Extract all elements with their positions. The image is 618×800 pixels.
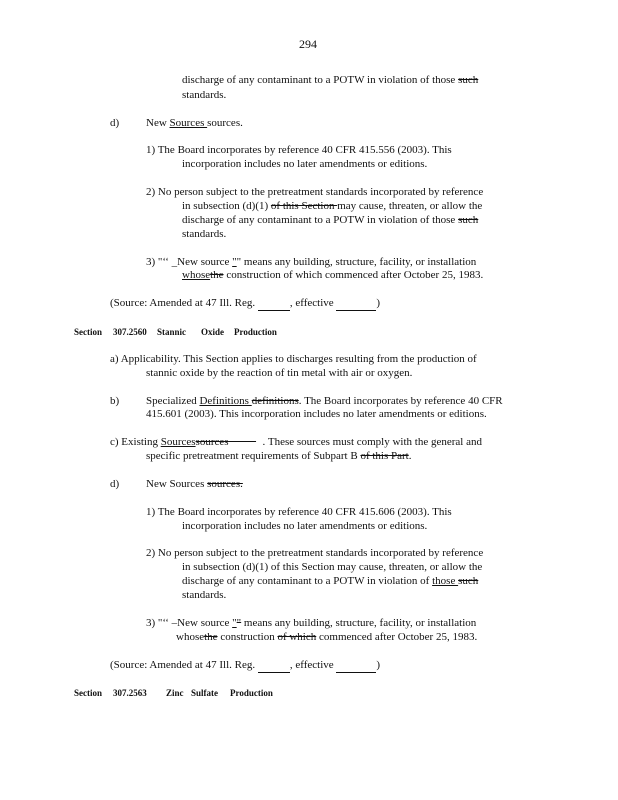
section-heading-title-word: Oxide (201, 327, 225, 337)
text: , effective (289, 659, 337, 671)
continuation-line-1 (182, 73, 478, 87)
struck-text: of this Part (360, 450, 409, 462)
continuation-line-2: standards. (182, 89, 227, 101)
struck-text: sources (195, 436, 229, 448)
text: c) Existing (110, 436, 161, 448)
d2-paragraph-1-line-1: 1) The Board incorporates by reference 40 CFR 415.606 (2003). This (146, 506, 452, 518)
text: (Source: Amended at 47 Ill. Reg. (110, 659, 258, 671)
section-heading-number: 307.2560 (113, 327, 147, 337)
text: construction (217, 631, 278, 643)
source-note-1 (110, 296, 380, 311)
blank-register-number (258, 658, 290, 673)
inserted-text: " (232, 256, 237, 268)
struck-text: such (458, 575, 479, 587)
d2-paragraph-2-line-3 (182, 574, 478, 588)
subsection-a-line-1: a) Applicability. This Section applies to discharges resulting from the production of (110, 353, 477, 365)
subsection-b-label: b) (110, 395, 120, 407)
section-heading-label: Section (74, 688, 102, 698)
d1-paragraph-2-line-4: standards. (182, 228, 227, 240)
struck-blank (229, 435, 263, 449)
subsection-a-line-2: stannic oxide by the reaction of tin metal with air or oxygen. (146, 367, 413, 379)
struck-text: the (204, 631, 218, 643)
section-heading-title-word: Zinc (166, 688, 184, 698)
d2-paragraph-2-line-1: 2) No person subject to the pretreatment standards incorporated by reference (146, 547, 484, 559)
section-heading-title-word: Stannic (157, 327, 187, 337)
text: sources. (207, 117, 243, 129)
struck-text: of this Section (270, 200, 338, 212)
text: discharge of any contaminant to a POTW in violation of those (182, 74, 459, 86)
subsection-c-line-2 (146, 449, 411, 463)
inserted-text: those (432, 575, 459, 587)
d2-paragraph-3-line-2 (176, 630, 477, 644)
text: . (408, 450, 412, 462)
d1-paragraph-3-line-1 (146, 255, 476, 269)
section-heading-title-word: Production (230, 688, 273, 698)
inserted-text: " (232, 617, 237, 629)
page-number: 294 (299, 37, 317, 51)
inserted-text: Sources (160, 436, 196, 448)
section-heading-number: 307.2563 (113, 688, 147, 698)
text: commenced after October 25, 1983. (316, 631, 478, 643)
subsection-c-line-1 (110, 435, 482, 449)
text: construction of which commenced after October 25, 1983. (223, 269, 484, 281)
text: _New source (171, 256, 233, 268)
blank-effective-date (336, 658, 376, 673)
d2-paragraph-1-line-2: incorporation includes no later amendments or editions. (182, 520, 428, 532)
section-heading-label: Section (74, 327, 102, 337)
text: New Sources (146, 478, 208, 490)
d2-paragraph-2-line-4: standards. (182, 589, 227, 601)
struck-text: such (458, 74, 479, 86)
text: means any building, structure, facility, or installation (241, 617, 477, 629)
text: may cause, threaten, or allow the (337, 200, 483, 212)
struck-text: " (236, 617, 242, 629)
blank-register-number (258, 296, 290, 311)
struck-text: definitions (251, 395, 299, 407)
text: whose (176, 631, 205, 643)
struck-text: such (458, 214, 479, 226)
text: New (146, 117, 170, 129)
subsection-d2-heading (146, 477, 243, 491)
d1-paragraph-1-line-2: incorporation includes no later amendments or editions. (182, 158, 428, 170)
text: –New source (171, 617, 233, 629)
text: specific pretreatment requirements of Subpart B (146, 450, 361, 462)
text: discharge of any contaminant to a POTW in violation of (182, 575, 433, 587)
source-note-2 (110, 658, 380, 673)
blank-effective-date (336, 296, 376, 311)
text: discharge of any contaminant to a POTW in violation of those (182, 214, 459, 226)
d1-paragraph-1-line-1: 1) The Board incorporates by reference 40 CFR 415.556 (2003). This (146, 144, 452, 156)
struck-text: the (210, 269, 224, 281)
d1-paragraph-2-line-3 (182, 213, 478, 227)
subsection-b-line-1 (146, 394, 503, 408)
d1-paragraph-2-line-1: 2) No person subject to the pretreatment standards incorporated by reference (146, 186, 484, 198)
text: 3) "‘‘ (146, 617, 172, 629)
d1-paragraph-3-line-2 (182, 268, 483, 282)
text: in subsection (d)(1) (182, 200, 271, 212)
struck-text: sources. (207, 478, 243, 490)
inserted-text: whose (182, 269, 211, 281)
text: . The Board incorporates by reference 40 CFR (298, 395, 503, 407)
text: 3) "‘‘ (146, 256, 172, 268)
inserted-text: Definitions (199, 395, 252, 407)
text: ) (376, 297, 381, 309)
text: ) (376, 659, 381, 671)
subsection-d-label: d) (110, 117, 120, 129)
text: " means any building, structure, facility, or installation (236, 256, 477, 268)
subsection-d2-label: d) (110, 478, 120, 490)
d1-paragraph-2-line-2 (182, 199, 482, 213)
subsection-b-line-2: 415.601 (2003). This incorporation includes no later amendments or editions. (146, 408, 487, 420)
text: , effective (289, 297, 337, 309)
d2-paragraph-3-line-1 (146, 616, 476, 630)
subsection-d-heading (146, 116, 243, 130)
inserted-text: Sources (169, 117, 208, 129)
text: (Source: Amended at 47 Ill. Reg. (110, 297, 258, 309)
struck-text: of which (277, 631, 317, 643)
text: Specialized (146, 395, 200, 407)
section-heading-title-word: Production (234, 327, 277, 337)
d2-paragraph-2-line-2: in subsection (d)(1) of this Section may cause, threaten, or allow the (182, 561, 483, 573)
section-heading-title-word: Sulfate (191, 688, 218, 698)
text: . These sources must comply with the general and (262, 436, 482, 448)
